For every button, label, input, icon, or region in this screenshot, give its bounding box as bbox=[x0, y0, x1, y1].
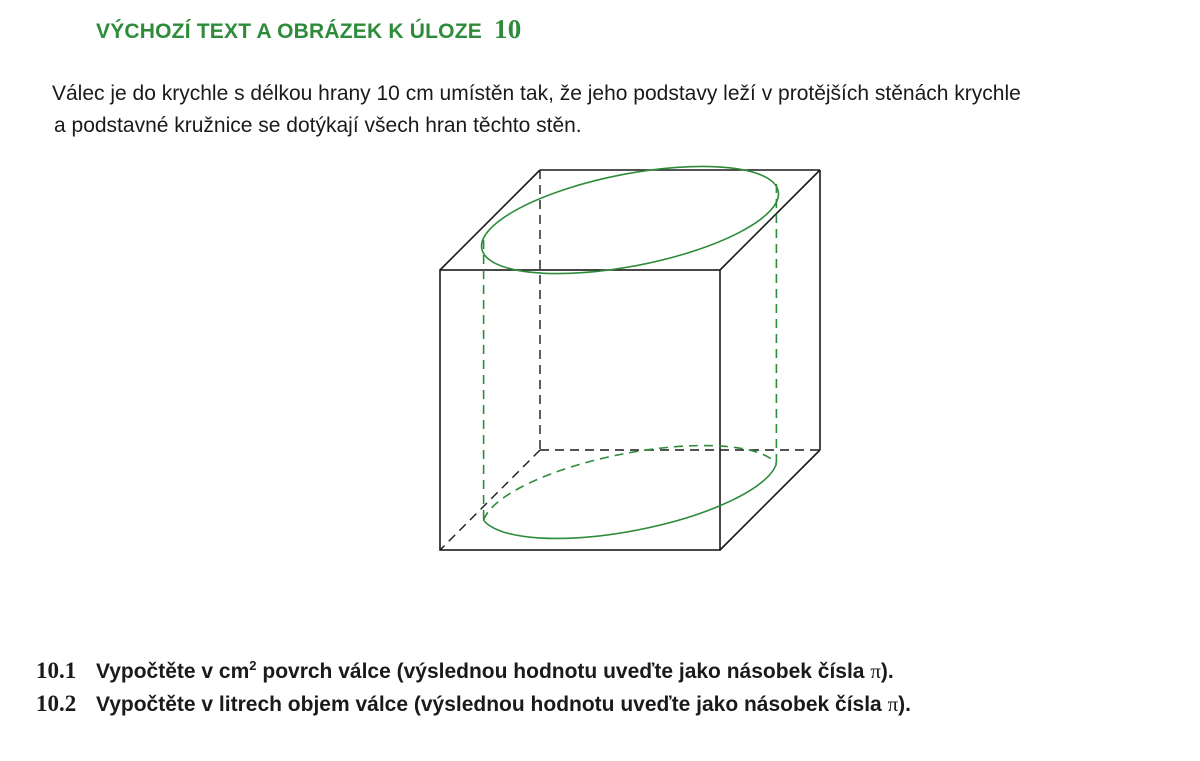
cube-top-right-edge bbox=[720, 170, 820, 270]
intro-line-1: Válec je do krychle s délkou hrany 10 cm umístěn tak, že jeho podstavy leží v protějších stěnách krychle bbox=[52, 82, 1021, 105]
cylinder bbox=[473, 146, 787, 538]
pi-symbol: π bbox=[870, 659, 881, 683]
cube-top-left-edge bbox=[440, 170, 540, 270]
task-10-2 bbox=[36, 688, 911, 721]
heading-number: 10 bbox=[494, 14, 522, 44]
cube-hidden-bottom-left-edge bbox=[440, 450, 540, 550]
cylinder-bottom-base-back bbox=[484, 446, 777, 521]
task-text: Vypočtěte v litrech objem válce (výslednou hodnotu uveďte jako násobek čísla π). bbox=[96, 692, 911, 716]
pi-symbol: π bbox=[887, 692, 899, 716]
cube-bottom-right-edge bbox=[720, 450, 820, 550]
unit-superscript: 2 bbox=[249, 658, 257, 673]
task-text: Vypočtěte v $cm^2$ povrch válce (výslednou hodnotu uveďte jako násobek čísla π). bbox=[96, 658, 894, 683]
heading-title: VÝCHOZÍ TEXT A OBRÁZEK K ÚLOZE bbox=[96, 20, 482, 43]
task-10-1 bbox=[36, 650, 911, 688]
task-number: 10.1 bbox=[36, 658, 77, 683]
task-number: 10.2 bbox=[36, 691, 77, 716]
cylinder-bottom-base-front bbox=[484, 464, 777, 539]
intro-line-2: a podstavné kružnice se dotýkají všech hran těchto stěn. bbox=[54, 114, 582, 137]
cylinder-top-base bbox=[473, 146, 787, 294]
task-list bbox=[36, 650, 911, 721]
